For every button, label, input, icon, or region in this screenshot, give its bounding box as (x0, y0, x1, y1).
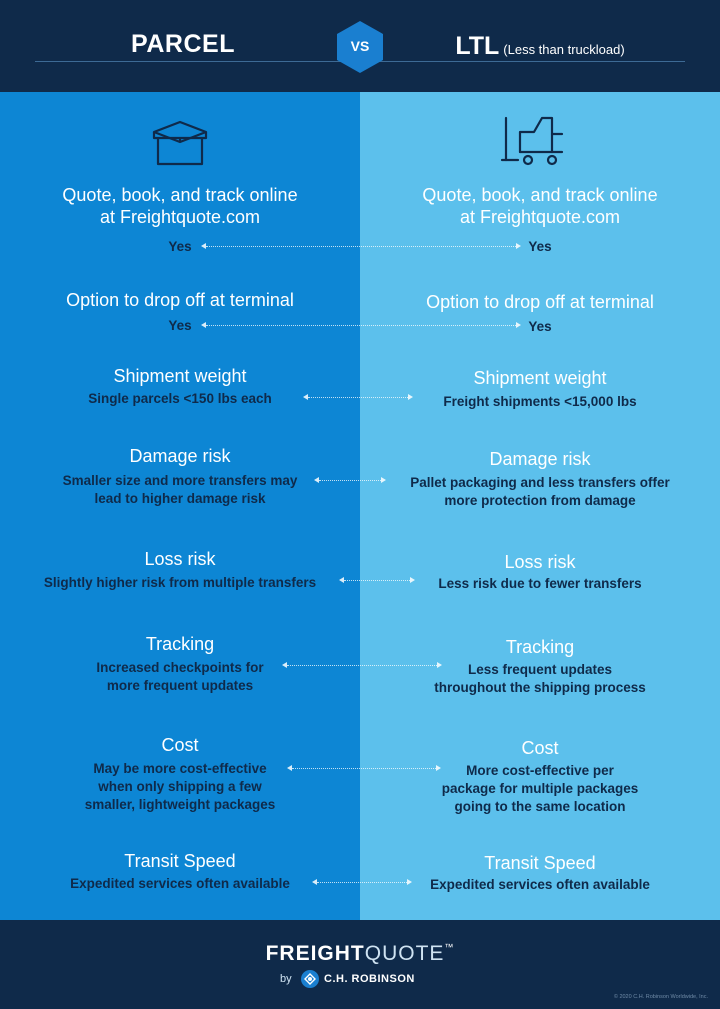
parcel-heading-transit-speed: Transit Speed (124, 851, 236, 871)
parcel-heading-drop-off: Option to drop off at terminal (66, 290, 294, 310)
copyright: © 2020 C.H. Robinson Worldwide, Inc. (613, 994, 708, 1000)
connector-line (308, 397, 408, 398)
parcel-detail-drop-off: Yes (168, 318, 192, 333)
parcel-heading-loss-risk: Loss risk (144, 549, 216, 569)
parcel-heading-damage-risk: Damage risk (129, 446, 231, 466)
parcel-detail-shipment-weight: Single parcels <150 lbs each (88, 391, 272, 406)
brand-bold: FREIGHT (265, 942, 365, 965)
ltl-heading-tracking: Tracking (505, 637, 575, 657)
connector-arrow-right (407, 879, 412, 885)
parcel-heading-quote-online: Quote, book, and track online at Freightquote.com (62, 185, 298, 227)
connector-line (344, 580, 410, 581)
ltl-heading-drop-off: Option to drop off at terminal (426, 292, 654, 312)
ltl-title-main: LTL (455, 32, 500, 60)
ch-robinson-logo-icon (300, 969, 320, 989)
ltl-detail-transit-speed: Expedited services often available (430, 877, 650, 892)
ltl-detail-cost: More cost-effective per package for multiple packages going to the same location (441, 763, 639, 814)
ltl-heading-shipment-weight: Shipment weight (473, 368, 607, 388)
byline (276, 969, 446, 989)
connector-arrow-right (516, 243, 521, 249)
ltl-heading-loss-risk: Loss risk (504, 552, 576, 572)
parcel-detail-damage-risk: Smaller size and more transfers may lead to higher damage risk (62, 473, 298, 506)
connector-line (317, 882, 407, 883)
box-icon (148, 118, 212, 170)
connector-arrow-right (437, 662, 442, 668)
ltl-heading-quote-online: Quote, book, and track online at Freightquote.com (422, 185, 658, 227)
ltl-detail-quote-online: Yes (528, 239, 552, 254)
connector-arrow-right (381, 477, 386, 483)
ltl-title (360, 32, 720, 61)
ltl-subtitle: (Less than truckload) (503, 42, 625, 57)
vs-label: VS (350, 38, 370, 54)
parcel-detail-quote-online: Yes (168, 239, 192, 254)
brand-trademark: ™ (444, 942, 455, 952)
connector-arrow-right (436, 765, 441, 771)
ltl-detail-damage-risk: Pallet packaging and less transfers offer more protection from damage (410, 475, 670, 508)
ltl-detail-loss-risk: Less risk due to fewer transfers (438, 576, 642, 591)
connector-line (206, 246, 516, 247)
company-name: C.H. ROBINSON (324, 973, 415, 985)
ltl-heading-damage-risk: Damage risk (489, 449, 591, 469)
ltl-detail-shipment-weight: Freight shipments <15,000 lbs (443, 394, 637, 409)
connector-arrow-right (516, 322, 521, 328)
parcel-heading-tracking: Tracking (145, 634, 215, 654)
forklift-icon (500, 112, 566, 168)
connector-line (287, 665, 437, 666)
parcel-heading-cost: Cost (161, 735, 199, 755)
parcel-title: PARCEL (131, 30, 235, 58)
connector-arrow-right (410, 577, 415, 583)
parcel-detail-cost: May be more cost-effective when only shipping a few smaller, lightweight packages (84, 761, 276, 812)
connector-line (206, 325, 516, 326)
byline-by: by (280, 973, 292, 985)
ltl-detail-drop-off: Yes (528, 319, 552, 334)
connector-line (292, 768, 436, 769)
ltl-heading-cost: Cost (521, 738, 559, 758)
ltl-detail-tracking: Less frequent updates throughout the shipping process (434, 662, 646, 695)
parcel-heading-shipment-weight: Shipment weight (113, 366, 247, 386)
parcel-detail-loss-risk: Slightly higher risk from multiple transfers (43, 575, 317, 590)
freightquote-logo (0, 942, 720, 966)
ltl-heading-transit-speed: Transit Speed (484, 853, 596, 873)
connector-line (319, 480, 381, 481)
brand-light: QUOTE (364, 942, 445, 965)
parcel-detail-transit-speed: Expedited services often available (70, 876, 290, 891)
parcel-detail-tracking: Increased checkpoints for more frequent updates (96, 660, 264, 693)
connector-arrow-right (408, 394, 413, 400)
